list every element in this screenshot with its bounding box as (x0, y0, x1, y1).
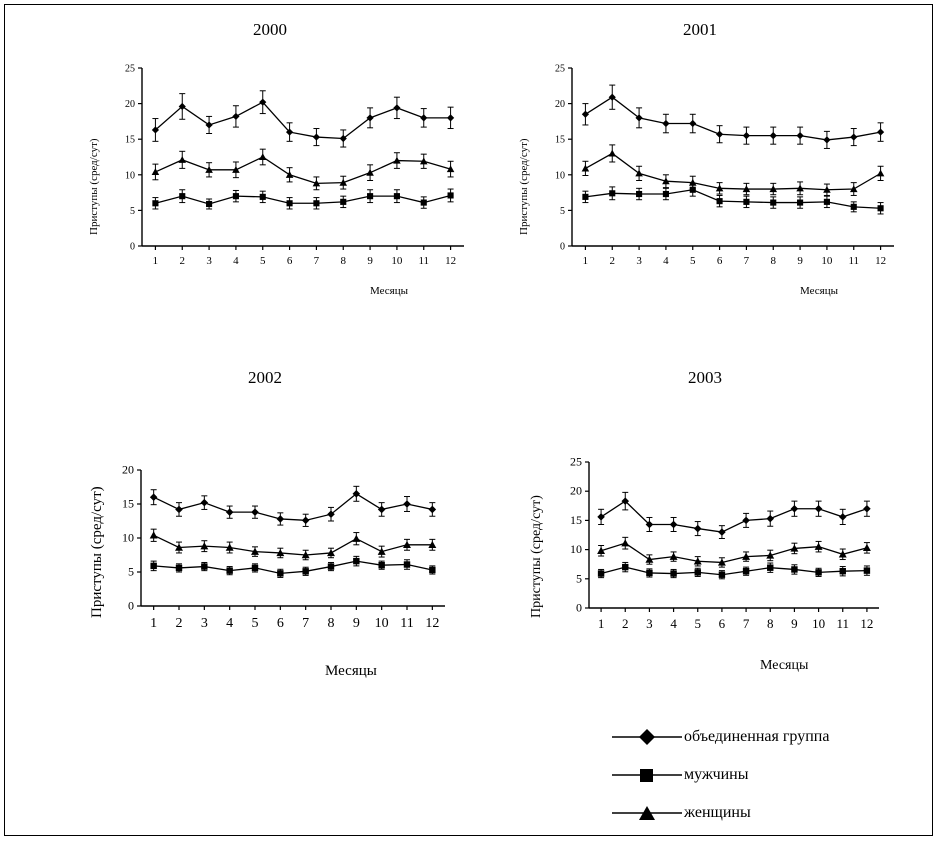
svg-text:25: 25 (555, 63, 565, 75)
svg-text:11: 11 (836, 616, 850, 631)
svg-text:10: 10 (812, 616, 826, 631)
legend-item-combined (610, 718, 910, 756)
svg-text:20: 20 (555, 99, 565, 111)
legend-label-combined: объединенная группа (684, 728, 830, 745)
svg-text:5: 5 (251, 616, 259, 631)
svg-text:2: 2 (609, 255, 615, 267)
svg-text:15: 15 (555, 134, 565, 146)
svg-text:11: 11 (848, 255, 860, 267)
svg-text:2: 2 (179, 255, 185, 267)
svg-text:15: 15 (570, 512, 582, 527)
svg-text:3: 3 (206, 255, 212, 267)
svg-text:7: 7 (313, 255, 320, 267)
plot-area-2000 (110, 60, 470, 280)
svg-text:9: 9 (797, 255, 803, 267)
svg-text:12: 12 (860, 616, 874, 631)
svg-text:3: 3 (646, 616, 653, 631)
svg-text:15: 15 (122, 496, 134, 511)
svg-text:7: 7 (302, 616, 310, 631)
svg-text:2: 2 (622, 616, 629, 631)
svg-text:0: 0 (560, 241, 565, 253)
svg-text:5: 5 (576, 571, 582, 586)
legend-item-men (610, 756, 910, 794)
svg-text:9: 9 (367, 255, 373, 267)
svg-text:11: 11 (418, 255, 430, 267)
svg-text:1: 1 (582, 255, 589, 267)
svg-text:5: 5 (694, 616, 701, 631)
svg-text:6: 6 (716, 255, 723, 267)
svg-text:2: 2 (175, 616, 183, 631)
svg-text:0: 0 (128, 598, 134, 613)
svg-text:8: 8 (340, 255, 346, 267)
chart-panel-2002 (55, 368, 475, 698)
x-axis-label-2002: Месяцы (325, 663, 377, 679)
svg-text:3: 3 (636, 255, 642, 267)
svg-text:10: 10 (122, 530, 134, 545)
chart-title-2002: 2002 (248, 368, 282, 387)
chart-legend (610, 718, 910, 832)
y-axis-label-2000: Приступы (сред/сут) (88, 138, 100, 235)
svg-text:5: 5 (128, 564, 134, 579)
svg-text:8: 8 (327, 616, 335, 631)
legend-label-men: мужчины (684, 766, 749, 783)
x-axis-label-2000: Месяцы (370, 285, 409, 297)
chart-panel-2001 (500, 20, 900, 320)
chart-title-2001: 2001 (683, 20, 717, 39)
svg-text:8: 8 (770, 255, 776, 267)
diamond-marker-icon (610, 727, 684, 747)
svg-text:10: 10 (125, 170, 135, 182)
svg-text:12: 12 (425, 616, 440, 631)
svg-text:15: 15 (125, 134, 135, 146)
chart-panel-2003 (495, 368, 915, 698)
x-axis-label-2001: Месяцы (800, 285, 839, 297)
legend-item-women (610, 794, 910, 832)
svg-text:12: 12 (445, 255, 457, 267)
chart-title-2000: 2000 (253, 20, 287, 39)
y-axis-label-2003: Приступы (сред/сут) (529, 495, 544, 618)
svg-text:8: 8 (767, 616, 774, 631)
y-axis-label-2002: Приступы (сред/сут) (89, 486, 105, 618)
plot-area-2003 (555, 454, 885, 644)
x-axis-label-2003: Месяцы (760, 658, 809, 673)
svg-text:20: 20 (122, 462, 134, 477)
svg-text:10: 10 (555, 170, 565, 182)
svg-text:0: 0 (576, 600, 582, 615)
triangle-marker-icon (610, 803, 684, 823)
svg-text:4: 4 (670, 616, 677, 631)
svg-text:10: 10 (570, 542, 582, 557)
plot-area-2001 (540, 60, 900, 280)
svg-text:11: 11 (400, 616, 414, 631)
square-marker-icon (610, 765, 684, 785)
svg-text:6: 6 (276, 616, 284, 631)
svg-text:4: 4 (233, 255, 239, 267)
chart-title-2003: 2003 (688, 368, 722, 387)
svg-text:10: 10 (374, 616, 389, 631)
svg-text:0: 0 (130, 241, 135, 253)
svg-text:10: 10 (821, 255, 833, 267)
svg-text:3: 3 (200, 616, 208, 631)
svg-text:20: 20 (125, 99, 135, 111)
svg-text:12: 12 (875, 255, 887, 267)
plot-area-2002 (111, 462, 451, 642)
svg-text:1: 1 (152, 255, 159, 267)
svg-text:9: 9 (352, 616, 360, 631)
svg-text:5: 5 (560, 205, 565, 217)
svg-text:4: 4 (226, 616, 234, 631)
legend-label-women: женщины (684, 804, 751, 821)
svg-text:5: 5 (690, 255, 696, 267)
svg-text:7: 7 (742, 616, 750, 631)
y-axis-label-2001: Приступы (сред/сут) (518, 138, 530, 235)
svg-text:10: 10 (391, 255, 403, 267)
svg-text:6: 6 (718, 616, 726, 631)
chart-panel-2000 (70, 20, 470, 320)
svg-text:5: 5 (130, 205, 135, 217)
svg-text:5: 5 (260, 255, 266, 267)
svg-text:1: 1 (597, 616, 605, 631)
svg-text:20: 20 (570, 483, 582, 498)
svg-text:1: 1 (150, 616, 158, 631)
svg-text:25: 25 (125, 63, 135, 75)
svg-text:25: 25 (570, 454, 582, 469)
svg-text:7: 7 (743, 255, 750, 267)
svg-text:9: 9 (791, 616, 798, 631)
svg-text:4: 4 (663, 255, 669, 267)
svg-text:6: 6 (286, 255, 293, 267)
